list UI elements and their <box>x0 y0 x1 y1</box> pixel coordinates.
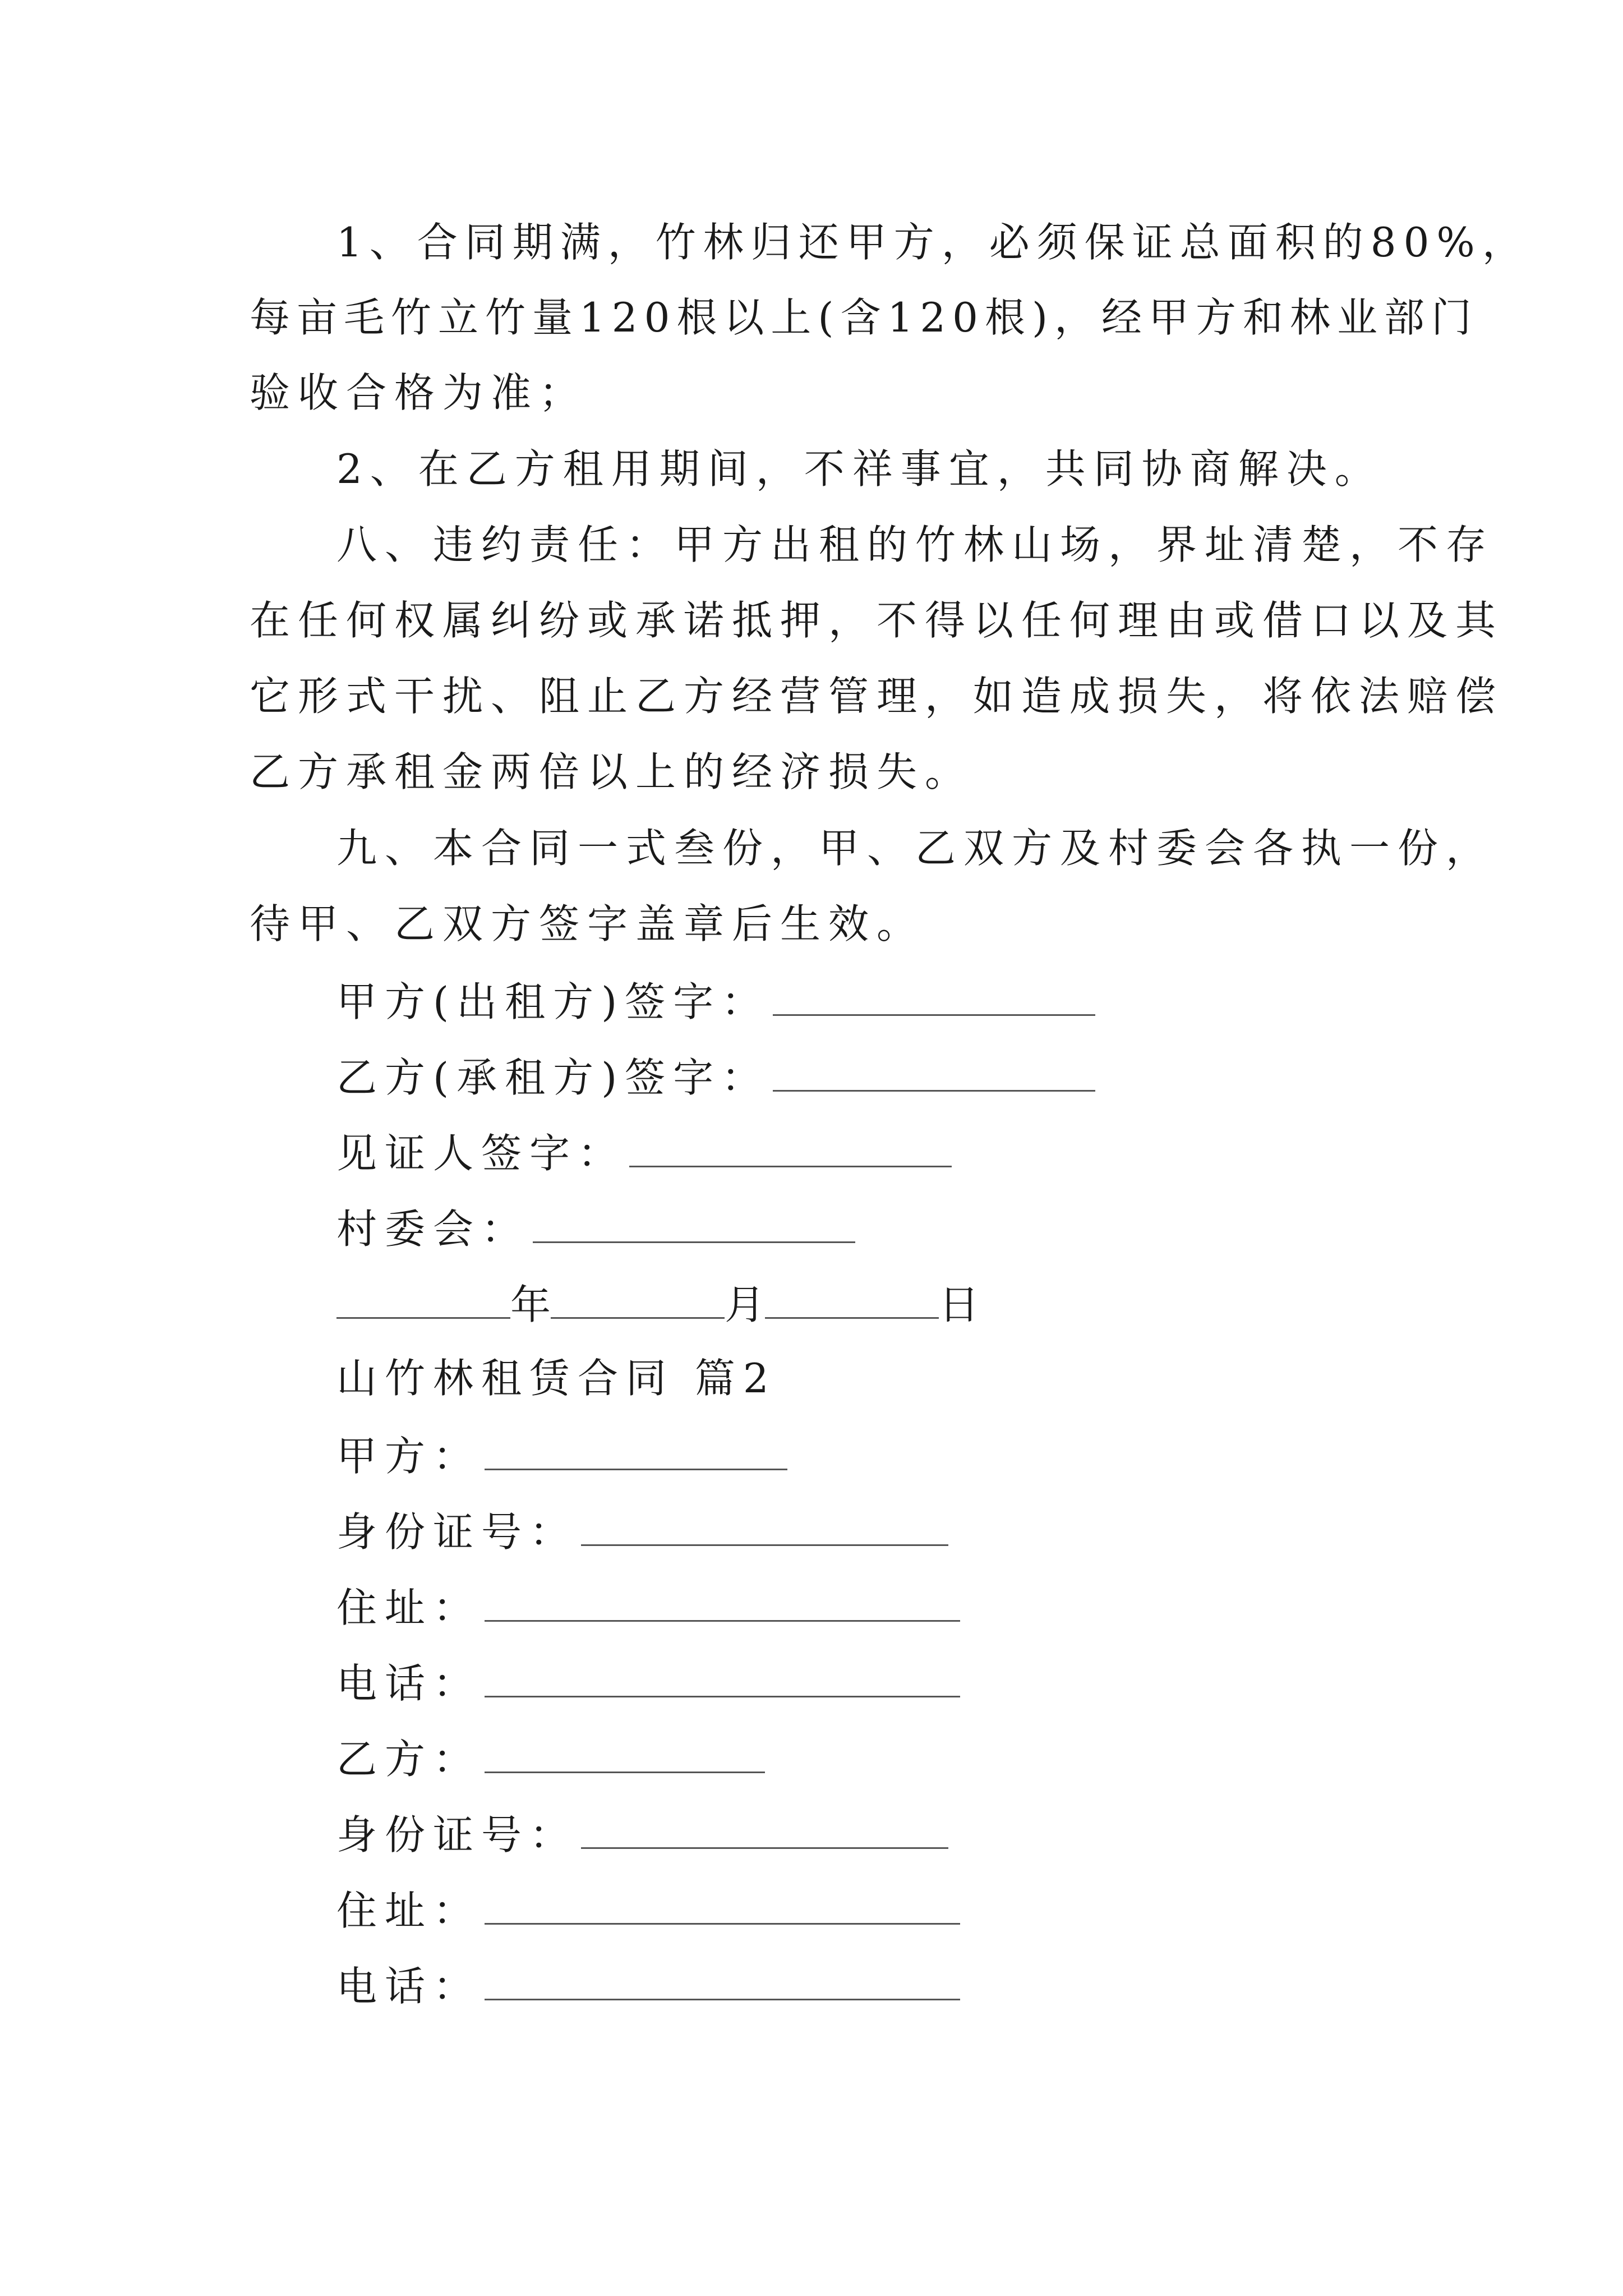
village-committee-field[interactable] <box>533 1207 855 1243</box>
contract2-party-b-id-label: 身份证号： <box>336 1811 578 1858</box>
year-label: 年 <box>510 1281 551 1328</box>
witness-signature-row <box>336 1130 952 1177</box>
clause-7-1-line-2: 每亩毛竹立竹量120根以上(含120根)，经甲方和林业部门 <box>250 294 1479 341</box>
party-b-signature-row <box>336 1054 1095 1101</box>
witness-signature-label: 见证人签字： <box>336 1130 626 1177</box>
contract2-party-b-phone-row <box>336 1963 960 2010</box>
contract2-party-b-address-label: 住址： <box>336 1887 482 1934</box>
village-committee-row <box>336 1205 855 1253</box>
contract2-party-b-id-field[interactable] <box>581 1812 948 1849</box>
year-field[interactable] <box>336 1282 510 1319</box>
day-label: 日 <box>939 1281 980 1328</box>
month-label: 月 <box>725 1281 766 1328</box>
clause-8-line-1: 八、违约责任：甲方出租的竹林山场，界址清楚，不存 <box>336 521 1495 568</box>
clause-7-1-line-1: 1、合同期满，竹林归还甲方，必须保证总面积的80%， <box>336 219 1530 266</box>
clause-8-line-4: 乙方承租金两倍以上的经济损失。 <box>250 748 974 795</box>
contract2-party-a-phone-field[interactable] <box>485 1661 960 1697</box>
contract2-party-a-row <box>336 1433 787 1480</box>
clause-9-line-1: 九、本合同一式叁份，甲、乙双方及村委会各执一份， <box>336 825 1495 872</box>
contract2-party-b-address-field[interactable] <box>485 1888 960 1925</box>
contract2-party-a-id-label: 身份证号： <box>336 1508 578 1556</box>
contract2-party-a-label: 甲方： <box>336 1433 482 1480</box>
party-b-signature-field[interactable] <box>773 1055 1095 1092</box>
contract2-party-a-id-field[interactable] <box>581 1510 948 1546</box>
month-field[interactable] <box>551 1282 725 1319</box>
contract2-party-b-phone-field[interactable] <box>485 1964 960 2000</box>
witness-signature-field[interactable] <box>629 1131 952 1167</box>
contract2-party-a-id-row <box>336 1508 948 1556</box>
contract2-party-b-label: 乙方： <box>336 1736 482 1783</box>
contract2-party-a-address-row <box>336 1584 960 1631</box>
contract-2-title: 山竹林租赁合同 篇2 <box>336 1355 777 1402</box>
day-field[interactable] <box>765 1282 939 1319</box>
party-a-signature-field[interactable] <box>773 979 1095 1016</box>
clause-8-line-3: 它形式干扰、阻止乙方经营管理，如造成损失，将依法赔偿 <box>250 673 1504 720</box>
contract2-party-b-field[interactable] <box>485 1737 765 1773</box>
clause-7-1-line-3: 验收合格为准； <box>250 369 588 416</box>
village-committee-label: 村委会： <box>336 1205 530 1253</box>
contract2-party-a-phone-row <box>336 1660 960 1707</box>
contract2-party-a-address-field[interactable] <box>485 1585 960 1622</box>
party-a-signature-label: 甲方(出租方)签字： <box>336 978 770 1025</box>
contract2-party-b-address-row <box>336 1887 960 1934</box>
contract2-party-b-id-row <box>336 1811 948 1858</box>
contract2-party-a-phone-label: 电话： <box>336 1660 482 1707</box>
contract2-party-b-row <box>336 1736 765 1783</box>
party-b-signature-label: 乙方(承租方)签字： <box>336 1054 770 1101</box>
clause-7-2: 2、在乙方租用期间，不祥事宜，共同协商解决。 <box>336 445 1383 493</box>
clause-8-line-2: 在任何权属纠纷或承诺抵押，不得以任何理由或借口以及其 <box>250 597 1504 644</box>
contract2-party-a-field[interactable] <box>485 1434 787 1470</box>
date-row <box>336 1281 980 1328</box>
clause-9-line-2: 待甲、乙双方签字盖章后生效。 <box>250 900 925 947</box>
contract2-party-b-phone-label: 电话： <box>336 1963 482 2010</box>
contract2-party-a-address-label: 住址： <box>336 1584 482 1631</box>
party-a-signature-row <box>336 978 1095 1025</box>
